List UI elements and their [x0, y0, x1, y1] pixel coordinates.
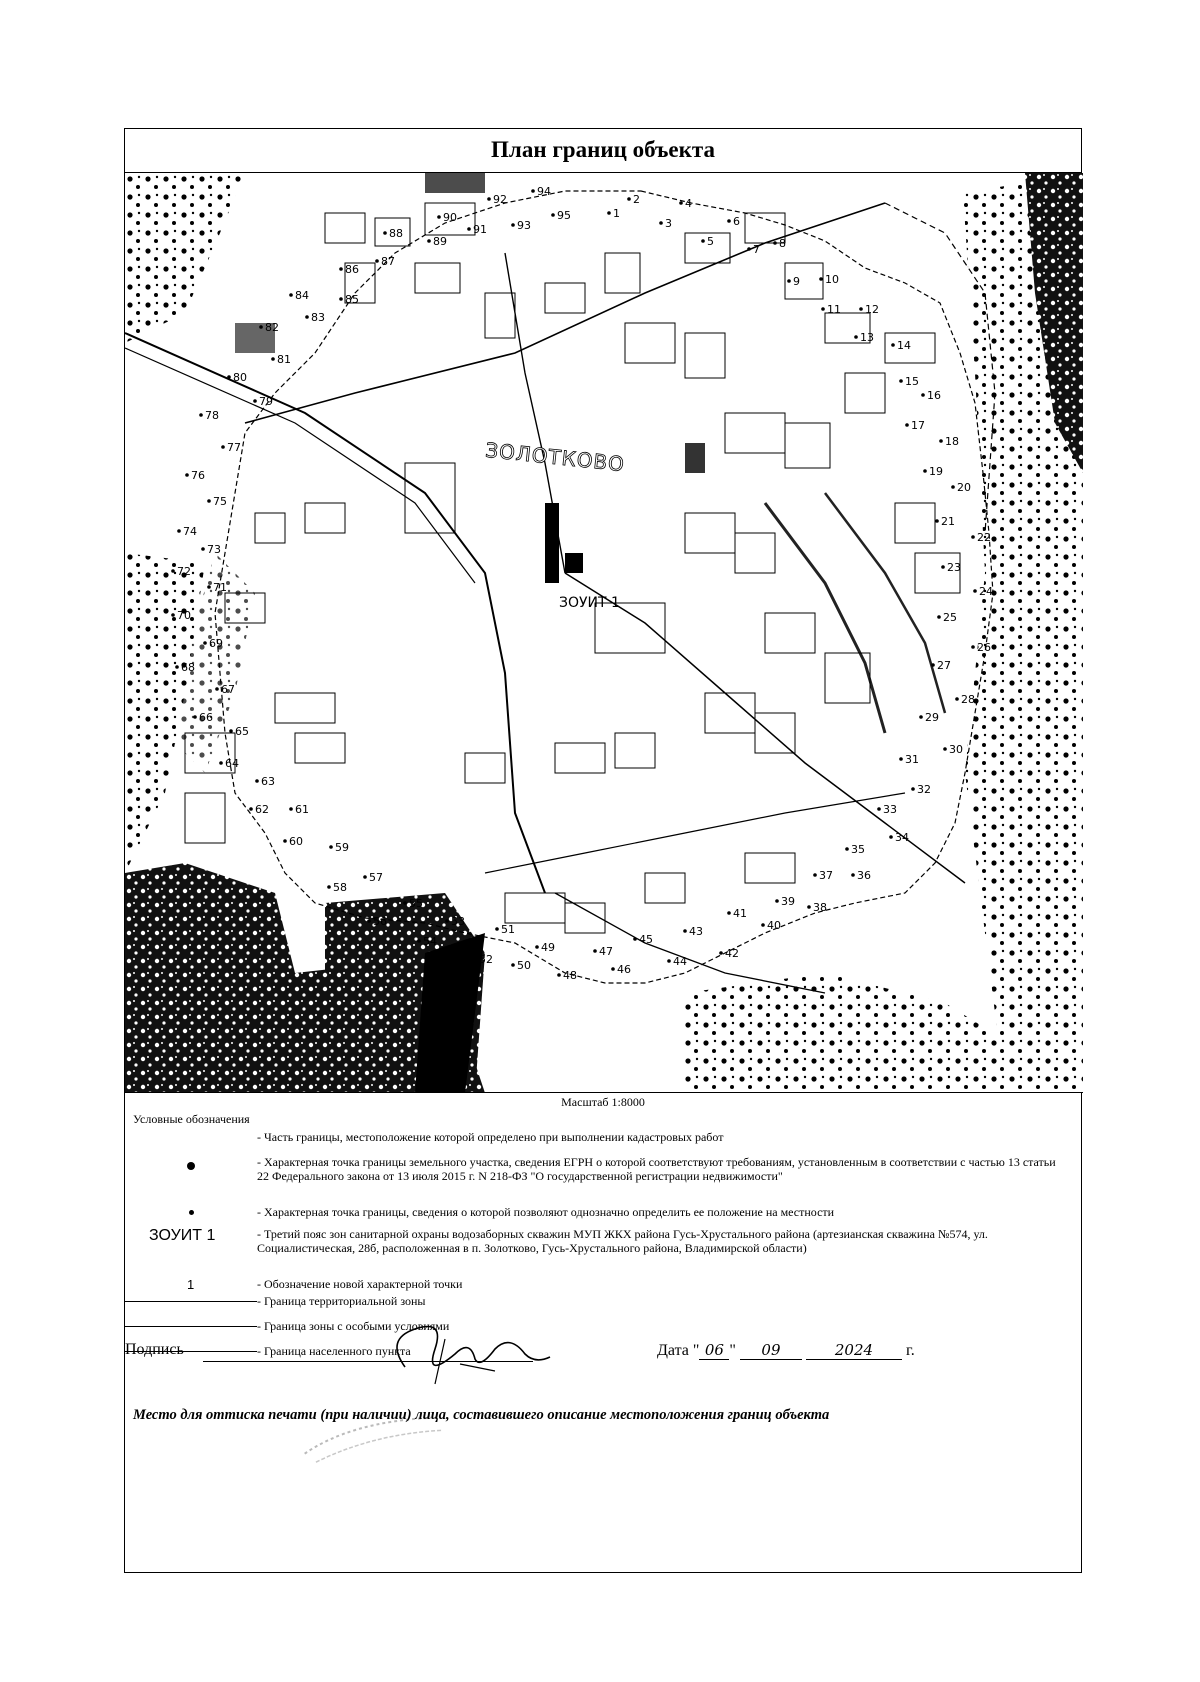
boundary-point-label: 88	[389, 227, 403, 240]
boundary-point-label: 53	[451, 915, 465, 928]
boundary-point-dot	[845, 847, 849, 851]
boundary-point-label: 17	[911, 419, 925, 432]
handwritten-signature	[375, 1309, 555, 1389]
boundary-point-dot	[535, 945, 539, 949]
boundary-point-dot	[199, 413, 203, 417]
small-dot-icon	[189, 1210, 194, 1215]
boundary-point-dot	[899, 757, 903, 761]
boundary-point-dot	[877, 807, 881, 811]
boundary-point-dot	[511, 963, 515, 967]
boundary-point-label: 24	[979, 585, 993, 598]
boundary-point-label: 7	[753, 243, 760, 256]
boundary-point-label: 22	[977, 531, 991, 544]
boundary-point-dot	[593, 949, 597, 953]
point-number-symbol: 1	[187, 1277, 195, 1292]
boundary-point-label: 66	[199, 711, 213, 724]
settlement-label: ЗОЛОТКОВО	[484, 437, 626, 477]
boundary-point-label: 41	[733, 907, 747, 920]
boundary-point-dot	[511, 223, 515, 227]
boundary-point-label: 40	[767, 919, 781, 932]
boundary-point-dot	[719, 951, 723, 955]
boundary-point-label: 93	[517, 219, 531, 232]
boundary-point-label: 81	[277, 353, 291, 366]
boundary-point-dot	[305, 315, 309, 319]
boundary-point-dot	[921, 393, 925, 397]
boundary-point-label: 51	[501, 923, 515, 936]
legend-heading: Условные обозначения	[133, 1112, 250, 1126]
date-block: Дата " 06 " 09 2024 г.	[657, 1341, 915, 1359]
boundary-point-label: 29	[925, 711, 939, 724]
boundary-point-dot	[207, 499, 211, 503]
boundary-point-label: 39	[781, 895, 795, 908]
boundary-point-dot	[955, 697, 959, 701]
boundary-point-dot	[807, 905, 811, 909]
boundary-point-label: 87	[381, 255, 395, 268]
boundary-point-label: 79	[259, 395, 273, 408]
boundary-point-dot	[943, 747, 947, 751]
legend-text-4: - Обозначение новой характерной точки	[257, 1277, 463, 1291]
boundary-point-label: 82	[265, 321, 279, 334]
boundary-point-label: 38	[813, 901, 827, 914]
boundary-point-dot	[923, 469, 927, 473]
date-label: Дата	[657, 1342, 689, 1359]
boundary-point-label: 85	[345, 293, 359, 306]
boundary-point-label: 71	[213, 581, 227, 594]
boundary-point-label: 11	[827, 303, 841, 316]
boundary-point-dot	[467, 227, 471, 231]
boundary-point-dot	[403, 901, 407, 905]
legend-text-5: - Граница территориальной зоны	[257, 1294, 426, 1308]
boundary-point-dot	[891, 343, 895, 347]
boundary-point-label: 47	[599, 945, 613, 958]
boundary-point-label: 63	[261, 775, 275, 788]
boundary-point-dot	[627, 197, 631, 201]
boundary-point-dot	[905, 423, 909, 427]
boundary-point-dot	[611, 967, 615, 971]
boundary-point-dot	[667, 959, 671, 963]
boundary-point-dot	[701, 239, 705, 243]
zone-label: ЗОУИТ 1	[559, 595, 620, 611]
boundary-point-dot	[203, 641, 207, 645]
boundary-point-dot	[227, 375, 231, 379]
legend-text-1: - Характерная точка границы земельного участка, сведения ЕГРН о которой соответствуют требованиям, установленным в соответствии с частью 13 статьи 22 Федерального закона от 13 июля 2015 г. N 218-ФЗ "О государственной регистрации недвижимости"	[257, 1155, 1056, 1183]
boundary-point-dot	[229, 729, 233, 733]
boundary-point-dot	[971, 645, 975, 649]
boundary-point-label: 14	[897, 339, 911, 352]
boundary-point-label: 34	[895, 831, 909, 844]
boundary-point-label: 27	[937, 659, 951, 672]
date-year: 2024	[806, 1341, 902, 1360]
boundary-point-label: 72	[177, 565, 191, 578]
boundary-point-dot	[775, 899, 779, 903]
boundary-point-dot	[445, 919, 449, 923]
boundary-point-dot	[289, 293, 293, 297]
boundary-point-dot	[201, 547, 205, 551]
boundary-point-label: 67	[221, 683, 235, 696]
boundary-point-dot	[259, 325, 263, 329]
boundary-point-dot	[951, 485, 955, 489]
boundary-point-label: 91	[473, 223, 487, 236]
special-zone-line-icon	[125, 1326, 257, 1327]
boundary-point-label: 57	[369, 871, 383, 884]
boundary-point-label: 84	[295, 289, 309, 302]
boundary-point-dot	[289, 807, 293, 811]
boundary-point-dot	[327, 885, 331, 889]
boundary-point-dot	[911, 787, 915, 791]
boundary-point-dot	[185, 473, 189, 477]
boundary-point-label: 90	[443, 211, 457, 224]
boundary-point-label: 10	[825, 273, 839, 286]
date-day: 06	[699, 1341, 729, 1360]
boundary-point-label: 86	[345, 263, 359, 276]
boundary-point-dot	[819, 277, 823, 281]
boundary-point-dot	[937, 615, 941, 619]
boundary-point-dot	[363, 875, 367, 879]
boundary-point-dot	[679, 201, 683, 205]
legend-text-3: - Третий пояс зон санитарной охраны водозаборных скважин МУП ЖКХ района Гусь-Хрустального района (артезианская скважина №574, ул. Социалистическая, 28б, расположенная в п. Золотково, Гусь-Хрустального района, Владимирской области)	[257, 1227, 988, 1255]
map-scale: Масштаб 1:8000	[561, 1095, 645, 1109]
signature-label: Подпись	[125, 1341, 184, 1358]
boundary-point-label: 30	[949, 743, 963, 756]
boundary-point-label: 3	[665, 217, 672, 230]
date-suffix: г.	[905, 1342, 915, 1359]
boundary-point-label: 75	[213, 495, 227, 508]
boundary-point-dot	[193, 715, 197, 719]
boundary-point-dot	[683, 929, 687, 933]
boundary-point-label: 25	[943, 611, 957, 624]
boundary-point-dot	[747, 247, 751, 251]
boundary-point-dot	[367, 919, 371, 923]
boundary-point-label: 15	[905, 375, 919, 388]
boundary-point-label: 16	[927, 389, 941, 402]
boundary-point-dot	[283, 839, 287, 843]
boundary-point-dot	[939, 439, 943, 443]
boundary-point-label: 23	[947, 561, 961, 574]
boundary-point-label: 73	[207, 543, 221, 556]
boundary-point-dot	[919, 715, 923, 719]
boundary-point-label: 6	[733, 215, 740, 228]
boundary-point-dot	[854, 335, 858, 339]
boundary-point-label: 33	[883, 803, 897, 816]
boundary-point-dot	[773, 241, 777, 245]
boundary-point-label: 19	[929, 465, 943, 478]
signature-block	[125, 1341, 184, 1359]
boundary-point-label: 80	[233, 371, 247, 384]
boundary-point-dot	[487, 197, 491, 201]
boundary-point-dot	[249, 807, 253, 811]
document-sheet	[124, 128, 1082, 1573]
boundary-point-dot	[659, 221, 663, 225]
boundary-point-label: 94	[537, 185, 551, 198]
boundary-point-dot	[607, 211, 611, 215]
boundary-point-label: 9	[793, 275, 800, 288]
boundary-point-label: 95	[557, 209, 571, 222]
boundary-point-label: 59	[335, 841, 349, 854]
boundary-point-dot	[889, 835, 893, 839]
boundary-point-dot	[899, 379, 903, 383]
boundary-point-dot	[175, 665, 179, 669]
boundary-point-label: 26	[977, 641, 991, 654]
boundary-point-label: 68	[181, 661, 195, 674]
boundary-point-dot	[859, 307, 863, 311]
boundary-point-label: 92	[493, 193, 507, 206]
boundary-map	[125, 173, 1083, 1093]
date-month: 09	[740, 1341, 802, 1360]
zone-symbol: ЗОУИТ 1	[149, 1227, 216, 1244]
boundary-point-dot	[221, 445, 225, 449]
boundary-point-label: 28	[961, 693, 975, 706]
boundary-point-dot	[219, 761, 223, 765]
boundary-point-dot	[495, 927, 499, 931]
boundary-point-label: 56	[373, 915, 387, 928]
boundary-point-dot	[557, 973, 561, 977]
boundary-point-dot	[427, 239, 431, 243]
boundary-point-dot	[633, 937, 637, 941]
boundary-point-label: 77	[227, 441, 241, 454]
boundary-point-label: 20	[957, 481, 971, 494]
boundary-point-label: 50	[517, 959, 531, 972]
boundary-point-label: 58	[333, 881, 347, 894]
boundary-point-label: 5	[707, 235, 714, 248]
boundary-point-dot	[339, 297, 343, 301]
boundary-point-label: 78	[205, 409, 219, 422]
boundary-point-dot	[253, 399, 257, 403]
boundary-point-label: 76	[191, 469, 205, 482]
boundary-point-dot	[171, 569, 175, 573]
boundary-point-label: 49	[541, 941, 555, 954]
legend-text-2: - Характерная точка границы, сведения о которой позволяют однозначно определить ее положение на местности	[257, 1205, 835, 1219]
boundary-point-dot	[973, 589, 977, 593]
boundary-point-label: 62	[255, 803, 269, 816]
boundary-point-dot	[727, 219, 731, 223]
boundary-point-dot	[207, 585, 211, 589]
boundary-point-dot	[375, 259, 379, 263]
boundary-point-label: 45	[639, 933, 653, 946]
boundary-point-label: 44	[673, 955, 687, 968]
boundary-point-label: 61	[295, 803, 309, 816]
map-canvas	[125, 173, 1083, 1093]
legend-text-6: - Граница зоны с особыми условиями	[257, 1319, 450, 1333]
big-dot-icon	[187, 1162, 195, 1170]
boundary-point-label: 64	[225, 757, 239, 770]
boundary-point-label: 42	[725, 947, 739, 960]
page-title: План границ объекта	[125, 129, 1081, 173]
boundary-point-label: 8	[779, 237, 786, 250]
boundary-point-dot	[473, 957, 477, 961]
boundary-point-label: 83	[311, 311, 325, 324]
boundary-point-dot	[329, 845, 333, 849]
boundary-point-label: 46	[617, 963, 631, 976]
boundary-point-dot	[383, 231, 387, 235]
boundary-point-label: 55	[409, 897, 423, 910]
boundary-point-dot	[851, 873, 855, 877]
boundary-point-dot	[255, 779, 259, 783]
boundary-point-label: 60	[289, 835, 303, 848]
legend-text-7: - Граница населенного пункта	[257, 1344, 411, 1358]
boundary-point-dot	[821, 307, 825, 311]
boundary-point-label: 12	[865, 303, 879, 316]
boundary-point-dot	[551, 213, 555, 217]
boundary-point-label: 52	[479, 953, 493, 966]
boundary-point-label: 4	[685, 197, 692, 210]
boundary-point-dot	[171, 613, 175, 617]
boundary-point-label: 65	[235, 725, 249, 738]
boundary-point-dot	[437, 215, 441, 219]
boundary-point-label: 54	[423, 935, 437, 948]
boundary-point-label: 69	[209, 637, 223, 650]
boundary-point-dot	[813, 873, 817, 877]
boundary-point-label: 2	[633, 193, 640, 206]
boundary-point-dot	[215, 687, 219, 691]
boundary-point-dot	[177, 529, 181, 533]
boundary-point-label: 18	[945, 435, 959, 448]
boundary-point-dot	[271, 357, 275, 361]
boundary-point-label: 89	[433, 235, 447, 248]
boundary-point-label: 48	[563, 969, 577, 982]
stamp-place-note: Место для оттиска печати (при наличии) лица, составившего описание местоположения границ объекта	[133, 1407, 830, 1423]
boundary-point-dot	[935, 519, 939, 523]
boundary-point-label: 32	[917, 783, 931, 796]
territorial-zone-line-icon	[125, 1301, 257, 1302]
boundary-point-dot	[727, 911, 731, 915]
boundary-point-label: 43	[689, 925, 703, 938]
boundary-point-dot	[339, 267, 343, 271]
boundary-point-dot	[417, 939, 421, 943]
boundary-point-dot	[971, 535, 975, 539]
boundary-point-dot	[761, 923, 765, 927]
boundary-point-dot	[931, 663, 935, 667]
boundary-point-label: 36	[857, 869, 871, 882]
boundary-point-label: 13	[860, 331, 874, 344]
boundary-point-dot	[531, 189, 535, 193]
boundary-point-label: 37	[819, 869, 833, 882]
boundary-point-label: 70	[177, 609, 191, 622]
boundary-point-label: 1	[613, 207, 620, 220]
boundary-point-label: 21	[941, 515, 955, 528]
boundary-point-dot	[787, 279, 791, 283]
boundary-point-label: 31	[905, 753, 919, 766]
boundary-point-label: 35	[851, 843, 865, 856]
boundary-point-label: 74	[183, 525, 197, 538]
legend-text-0: - Часть границы, местоположение которой определено при выполнении кадастровых работ	[257, 1130, 724, 1144]
boundary-point-dot	[941, 565, 945, 569]
